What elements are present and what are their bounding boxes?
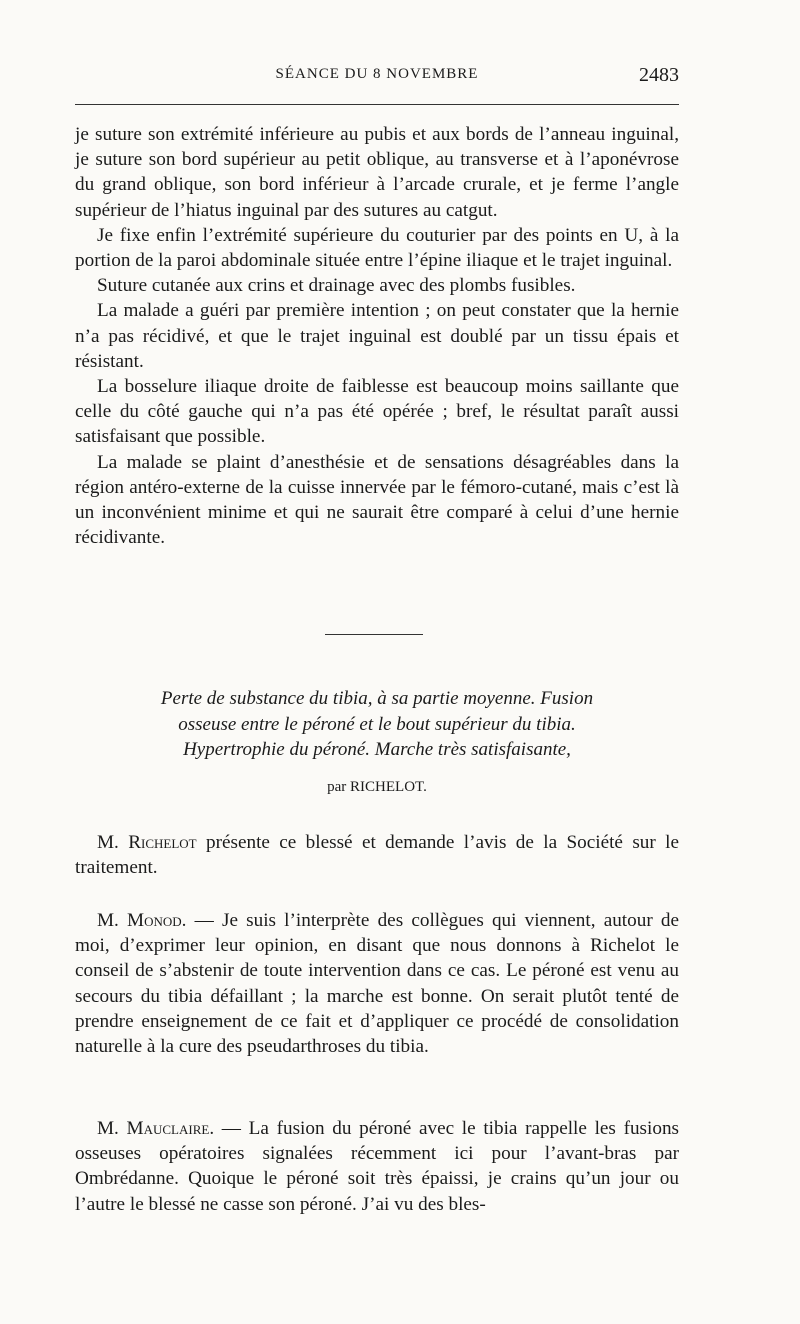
paragraph bbox=[75, 1116, 679, 1217]
article-title-line: osseuse entre le péroné et le bout supérieur du tibia. bbox=[178, 713, 576, 735]
continued-text bbox=[75, 122, 679, 550]
article-author: par RICHELOT. bbox=[327, 779, 427, 795]
speaker-name: M. Mauclaire. bbox=[97, 1118, 215, 1139]
discussion-mauclaire bbox=[75, 1116, 679, 1217]
paragraph: je suture son extrémité inférieure au pubis et aux bords de l’anneau inguinal, je suture son bord supérieur au petit oblique, au transverse et à l’aponévrose du grand oblique, son bord inférieur à l’arcade crurale, et je ferme l’angle supérieur de l’hiatus inguinal par des sutures au catgut. bbox=[75, 124, 679, 221]
paragraph: La malade se plaint d’anesthésie et de sensations désagréables dans la région antéro-externe de la cuisse innervée par le fémoro-cutané, mais c’est là un inconvénient minime et qui ne saurait être comparé à celui d’une hernie récidivante. bbox=[75, 451, 679, 549]
running-head: SÉANCE DU 8 NOVEMBRE bbox=[275, 66, 479, 82]
article-title-line: Hypertrophie du péroné. Marche très satisfaisante, bbox=[183, 739, 571, 760]
header-rule bbox=[75, 104, 679, 105]
paragraph bbox=[75, 830, 679, 880]
speech-text: — Je suis l’interprète des collègues qui viennent, autour de moi, d’exprimer leur opinion, en disant que nous donnons à Richelot le conseil de s’abstenir de toute intervention dans ce cas. Le péroné est venu au secours du tibia défaillant ; la marche est bonne. On serait plutôt tenté de prendre enseignement de ce fait et d’appliquer ce procédé de consolidation naturelle à la cure des pseudarthroses du tibia. bbox=[75, 910, 679, 1058]
speaker-name: M. Richelot bbox=[97, 832, 197, 853]
page-header bbox=[75, 66, 679, 92]
speaker-name: M. Monod. bbox=[97, 910, 187, 931]
discussion-monod bbox=[75, 908, 679, 1059]
paragraph: Suture cutanée aux crins et drainage avec des plombs fusibles. bbox=[97, 275, 576, 297]
paragraph: La malade a guéri par première intention ; on peut constater que la hernie n’a pas récidivé, et que le trajet inguinal est doublé par un tissu épais et résistant. bbox=[75, 300, 679, 372]
section-separator bbox=[325, 634, 423, 635]
speech-text: présente ce blessé et demande l’avis de la Société sur le traitement. bbox=[75, 832, 679, 879]
paragraph: Je fixe enfin l’extrémité supérieure du couturier par des points en U, à la portion de la paroi abdominale située entre l’épine iliaque et le trajet inguinal. bbox=[75, 224, 679, 272]
article-title bbox=[75, 686, 679, 763]
article-title-line: Perte de substance du tibia, à sa partie moyenne. Fusion bbox=[160, 688, 594, 709]
speech-text: — La fusion du péroné avec le tibia rappelle les fusions osseuses opératoires signalées récemment ici pour l’avant-bras par Ombrédanne. Quoique le péroné soit très épaissi, je crains qu’un jour ou l’autre le blessé ne casse son péroné. J’ai vu des bles- bbox=[75, 1118, 680, 1215]
paragraph bbox=[75, 908, 679, 1059]
discussion-richelot bbox=[75, 830, 679, 880]
page-number: 2483 bbox=[639, 64, 679, 86]
paragraph: La bosselure iliaque droite de faiblesse est beaucoup moins saillante que celle du côté gauche qui n’a pas été opérée ; bref, le résultat paraît aussi satisfaisant que possible. bbox=[75, 376, 679, 448]
